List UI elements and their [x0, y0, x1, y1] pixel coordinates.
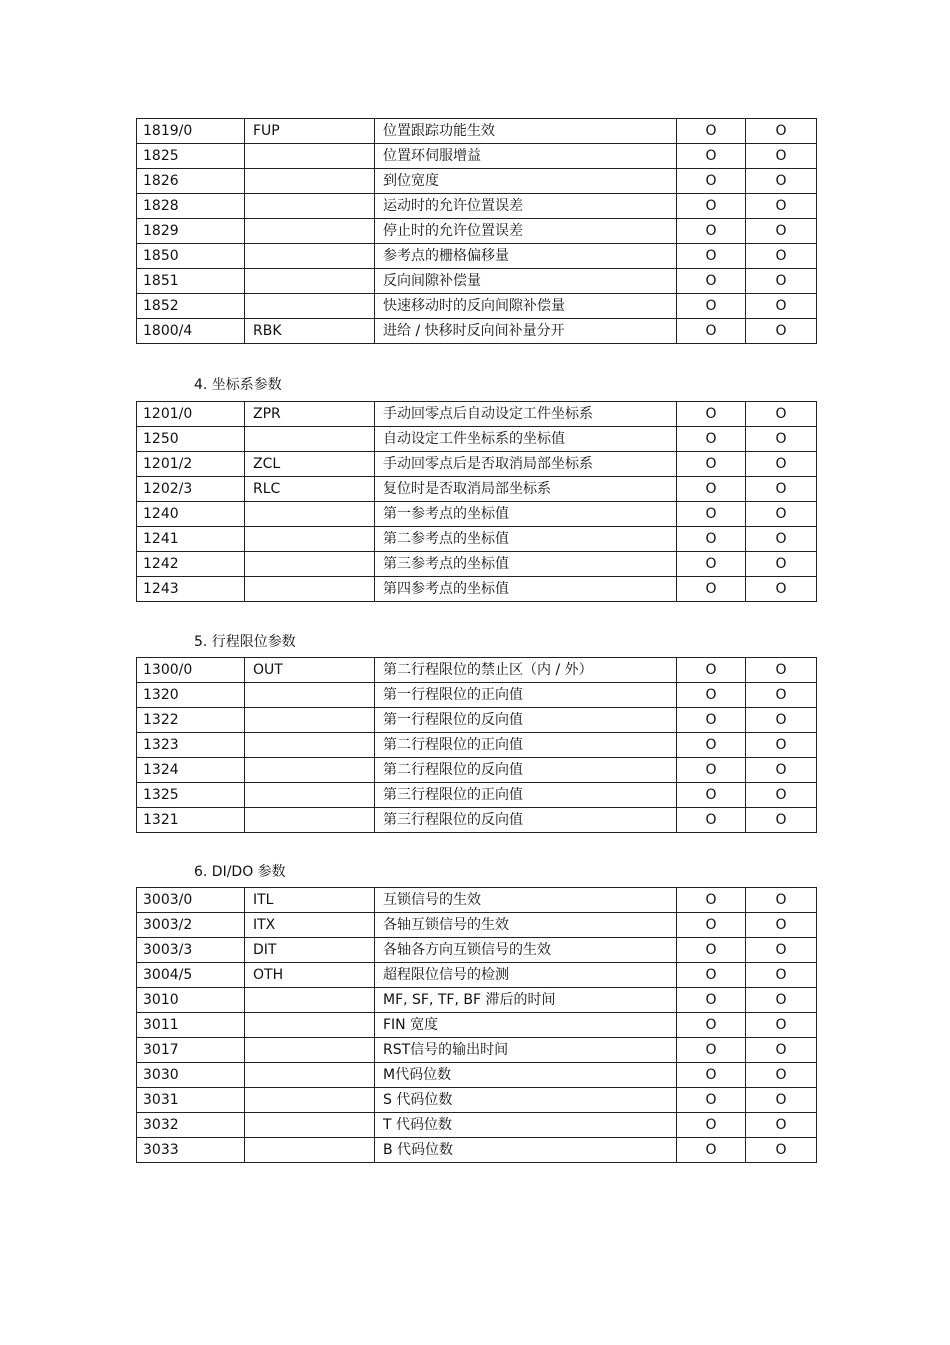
param-description-cell: S 代码位数: [375, 1088, 677, 1113]
mark-cell-b: O: [746, 913, 817, 938]
mark-cell-a: O: [677, 658, 746, 683]
param-symbol-cell: DIT: [245, 938, 375, 963]
table-row: [137, 963, 817, 988]
param-number-cell: 1242: [137, 552, 245, 577]
table-row: [137, 988, 817, 1013]
param-symbol-cell: [245, 169, 375, 194]
mark-cell-a: O: [677, 808, 746, 833]
param-description-cell: 各轴互锁信号的生效: [375, 913, 677, 938]
param-symbol-cell: [245, 294, 375, 319]
mark-cell-a: O: [677, 294, 746, 319]
param-description-cell: 位置环伺服增益: [375, 144, 677, 169]
param-description-cell: 运动时的允许位置误差: [375, 194, 677, 219]
table-row: [137, 783, 817, 808]
table-row: [137, 477, 817, 502]
mark-cell-b: O: [746, 577, 817, 602]
param-symbol-cell: [245, 1013, 375, 1038]
table-row: [137, 1138, 817, 1163]
param-number-cell: 1202/3: [137, 477, 245, 502]
stroke-limit-param-table: [136, 657, 817, 833]
mark-cell-b: O: [746, 244, 817, 269]
mark-cell-b: O: [746, 402, 817, 427]
mark-cell-b: O: [746, 119, 817, 144]
param-description-cell: 第一行程限位的正向值: [375, 683, 677, 708]
mark-cell-a: O: [677, 477, 746, 502]
table-row: [137, 913, 817, 938]
table-row: [137, 1038, 817, 1063]
param-symbol-cell: RLC: [245, 477, 375, 502]
param-description-cell: RST信号的输出时间: [375, 1038, 677, 1063]
mark-cell-a: O: [677, 219, 746, 244]
param-description-cell: 互锁信号的生效: [375, 888, 677, 913]
param-number-cell: 1320: [137, 683, 245, 708]
param-description-cell: 第三行程限位的反向值: [375, 808, 677, 833]
param-description-cell: FIN 宽度: [375, 1013, 677, 1038]
param-symbol-cell: FUP: [245, 119, 375, 144]
param-symbol-cell: [245, 244, 375, 269]
mark-cell-a: O: [677, 1038, 746, 1063]
mark-cell-a: O: [677, 452, 746, 477]
param-symbol-cell: [245, 527, 375, 552]
param-description-cell: 到位宽度: [375, 169, 677, 194]
mark-cell-a: O: [677, 319, 746, 344]
param-number-cell: 1323: [137, 733, 245, 758]
mark-cell-a: O: [677, 527, 746, 552]
table-row: [137, 452, 817, 477]
mark-cell-b: O: [746, 938, 817, 963]
mark-cell-b: O: [746, 988, 817, 1013]
param-number-cell: 3030: [137, 1063, 245, 1088]
param-number-cell: 1201/2: [137, 452, 245, 477]
section-heading: 5. 行程限位参数: [194, 634, 296, 650]
mark-cell-b: O: [746, 269, 817, 294]
param-symbol-cell: ZPR: [245, 402, 375, 427]
param-description-cell: 各轴各方向互锁信号的生效: [375, 938, 677, 963]
param-description-cell: 超程限位信号的检测: [375, 963, 677, 988]
param-description-cell: 停止时的允许位置误差: [375, 219, 677, 244]
param-symbol-cell: [245, 733, 375, 758]
param-number-cell: 1300/0: [137, 658, 245, 683]
mark-cell-b: O: [746, 219, 817, 244]
param-number-cell: 1850: [137, 244, 245, 269]
mark-cell-b: O: [746, 1038, 817, 1063]
table-row: [137, 169, 817, 194]
param-symbol-cell: ITX: [245, 913, 375, 938]
mark-cell-b: O: [746, 1063, 817, 1088]
mark-cell-a: O: [677, 1113, 746, 1138]
table-row: [137, 294, 817, 319]
param-description-cell: 手动回零点后是否取消局部坐标系: [375, 452, 677, 477]
table-row: [137, 219, 817, 244]
table-row: [137, 144, 817, 169]
param-number-cell: 1828: [137, 194, 245, 219]
mark-cell-a: O: [677, 552, 746, 577]
mark-cell-b: O: [746, 963, 817, 988]
table-row: [137, 119, 817, 144]
mark-cell-b: O: [746, 319, 817, 344]
table-row: [137, 269, 817, 294]
param-symbol-cell: [245, 1038, 375, 1063]
param-description-cell: 手动回零点后自动设定工件坐标系: [375, 402, 677, 427]
table-row: [137, 244, 817, 269]
table-row: [137, 658, 817, 683]
param-number-cell: 3017: [137, 1038, 245, 1063]
table-row: [137, 1063, 817, 1088]
mark-cell-a: O: [677, 1138, 746, 1163]
mark-cell-a: O: [677, 758, 746, 783]
param-description-cell: 自动设定工件坐标系的坐标值: [375, 427, 677, 452]
param-symbol-cell: [245, 1088, 375, 1113]
mark-cell-a: O: [677, 1013, 746, 1038]
param-description-cell: 第二参考点的坐标值: [375, 527, 677, 552]
mark-cell-b: O: [746, 783, 817, 808]
table-row: [137, 319, 817, 344]
param-symbol-cell: [245, 269, 375, 294]
table-row: [137, 683, 817, 708]
table-row: [137, 552, 817, 577]
table-row: [137, 1013, 817, 1038]
mark-cell-a: O: [677, 119, 746, 144]
mark-cell-b: O: [746, 169, 817, 194]
param-symbol-cell: [245, 427, 375, 452]
section-heading: 6. DI/DO 参数: [194, 864, 286, 880]
param-number-cell: 3032: [137, 1113, 245, 1138]
param-symbol-cell: RBK: [245, 319, 375, 344]
param-symbol-cell: [245, 808, 375, 833]
section-heading: 4. 坐标系参数: [194, 377, 282, 393]
param-symbol-cell: [245, 1113, 375, 1138]
mark-cell-a: O: [677, 938, 746, 963]
param-number-cell: 1324: [137, 758, 245, 783]
param-number-cell: 3003/3: [137, 938, 245, 963]
mark-cell-b: O: [746, 194, 817, 219]
param-number-cell: 3004/5: [137, 963, 245, 988]
mark-cell-b: O: [746, 502, 817, 527]
table-row: [137, 1113, 817, 1138]
table-row: [137, 808, 817, 833]
param-symbol-cell: [245, 502, 375, 527]
param-symbol-cell: [245, 683, 375, 708]
param-number-cell: 1800/4: [137, 319, 245, 344]
param-number-cell: 1852: [137, 294, 245, 319]
param-number-cell: 3003/2: [137, 913, 245, 938]
mark-cell-b: O: [746, 144, 817, 169]
mark-cell-a: O: [677, 783, 746, 808]
param-number-cell: 1325: [137, 783, 245, 808]
param-description-cell: 进给 / 快移时反向间补量分开: [375, 319, 677, 344]
param-description-cell: 第一参考点的坐标值: [375, 502, 677, 527]
param-symbol-cell: [245, 988, 375, 1013]
table-row: [137, 733, 817, 758]
param-number-cell: 1321: [137, 808, 245, 833]
param-description-cell: 第二行程限位的正向值: [375, 733, 677, 758]
param-symbol-cell: [245, 144, 375, 169]
mark-cell-a: O: [677, 427, 746, 452]
mark-cell-b: O: [746, 452, 817, 477]
param-description-cell: 第一行程限位的反向值: [375, 708, 677, 733]
mark-cell-a: O: [677, 244, 746, 269]
param-number-cell: 1243: [137, 577, 245, 602]
param-number-cell: 3011: [137, 1013, 245, 1038]
table-row: [137, 577, 817, 602]
mark-cell-b: O: [746, 733, 817, 758]
table-row: [137, 427, 817, 452]
param-symbol-cell: [245, 758, 375, 783]
mark-cell-a: O: [677, 683, 746, 708]
table-row: [137, 1088, 817, 1113]
param-symbol-cell: [245, 194, 375, 219]
mark-cell-b: O: [746, 527, 817, 552]
mark-cell-a: O: [677, 963, 746, 988]
mark-cell-a: O: [677, 708, 746, 733]
param-symbol-cell: [245, 708, 375, 733]
param-symbol-cell: [245, 552, 375, 577]
param-number-cell: 1241: [137, 527, 245, 552]
mark-cell-a: O: [677, 988, 746, 1013]
mark-cell-a: O: [677, 577, 746, 602]
mark-cell-a: O: [677, 888, 746, 913]
param-number-cell: 1322: [137, 708, 245, 733]
mark-cell-b: O: [746, 683, 817, 708]
param-description-cell: 第二行程限位的禁止区（内 / 外）: [375, 658, 677, 683]
param-description-cell: 第三参考点的坐标值: [375, 552, 677, 577]
param-number-cell: 3003/0: [137, 888, 245, 913]
servo-param-table: [136, 118, 817, 344]
mark-cell-a: O: [677, 1088, 746, 1113]
mark-cell-a: O: [677, 402, 746, 427]
table-row: [137, 938, 817, 963]
param-number-cell: 1851: [137, 269, 245, 294]
mark-cell-b: O: [746, 294, 817, 319]
param-description-cell: MF, SF, TF, BF 滞后的时间: [375, 988, 677, 1013]
param-description-cell: 快速移动时的反向间隙补偿量: [375, 294, 677, 319]
mark-cell-a: O: [677, 502, 746, 527]
mark-cell-b: O: [746, 758, 817, 783]
param-symbol-cell: OTH: [245, 963, 375, 988]
param-description-cell: M代码位数: [375, 1063, 677, 1088]
mark-cell-a: O: [677, 913, 746, 938]
table-row: [137, 402, 817, 427]
mark-cell-b: O: [746, 808, 817, 833]
param-number-cell: 3031: [137, 1088, 245, 1113]
param-number-cell: 1250: [137, 427, 245, 452]
mark-cell-b: O: [746, 427, 817, 452]
param-symbol-cell: [245, 1063, 375, 1088]
param-number-cell: 1826: [137, 169, 245, 194]
param-description-cell: 反向间隙补偿量: [375, 269, 677, 294]
param-number-cell: 1819/0: [137, 119, 245, 144]
param-number-cell: 1829: [137, 219, 245, 244]
mark-cell-b: O: [746, 708, 817, 733]
param-number-cell: 3033: [137, 1138, 245, 1163]
mark-cell-a: O: [677, 144, 746, 169]
mark-cell-a: O: [677, 1063, 746, 1088]
mark-cell-b: O: [746, 888, 817, 913]
param-number-cell: 1201/0: [137, 402, 245, 427]
table-row: [137, 708, 817, 733]
dido-param-table: [136, 887, 817, 1163]
param-number-cell: 3010: [137, 988, 245, 1013]
mark-cell-b: O: [746, 1013, 817, 1038]
mark-cell-b: O: [746, 1138, 817, 1163]
param-description-cell: 第三行程限位的正向值: [375, 783, 677, 808]
mark-cell-b: O: [746, 1113, 817, 1138]
mark-cell-a: O: [677, 733, 746, 758]
param-symbol-cell: [245, 577, 375, 602]
param-description-cell: 复位时是否取消局部坐标系: [375, 477, 677, 502]
param-description-cell: 位置跟踪功能生效: [375, 119, 677, 144]
param-symbol-cell: OUT: [245, 658, 375, 683]
mark-cell-a: O: [677, 269, 746, 294]
param-description-cell: 参考点的栅格偏移量: [375, 244, 677, 269]
mark-cell-b: O: [746, 552, 817, 577]
param-description-cell: 第二行程限位的反向值: [375, 758, 677, 783]
table-row: [137, 527, 817, 552]
table-row: [137, 888, 817, 913]
coordinate-param-table: [136, 401, 817, 602]
param-symbol-cell: ITL: [245, 888, 375, 913]
param-symbol-cell: ZCL: [245, 452, 375, 477]
table-row: [137, 194, 817, 219]
mark-cell-a: O: [677, 194, 746, 219]
param-description-cell: T 代码位数: [375, 1113, 677, 1138]
mark-cell-b: O: [746, 477, 817, 502]
param-symbol-cell: [245, 783, 375, 808]
table-row: [137, 758, 817, 783]
param-description-cell: 第四参考点的坐标值: [375, 577, 677, 602]
param-description-cell: B 代码位数: [375, 1138, 677, 1163]
param-number-cell: 1825: [137, 144, 245, 169]
table-row: [137, 502, 817, 527]
mark-cell-b: O: [746, 658, 817, 683]
mark-cell-b: O: [746, 1088, 817, 1113]
param-symbol-cell: [245, 219, 375, 244]
mark-cell-a: O: [677, 169, 746, 194]
param-symbol-cell: [245, 1138, 375, 1163]
param-number-cell: 1240: [137, 502, 245, 527]
